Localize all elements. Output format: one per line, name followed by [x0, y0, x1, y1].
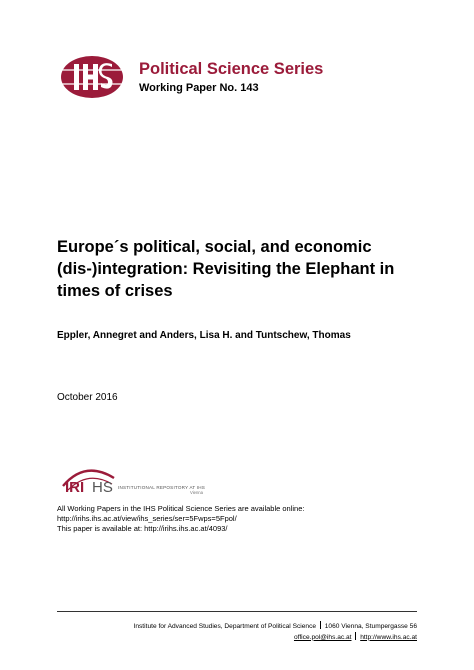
publication-date: October 2016: [57, 392, 118, 403]
institute-address: 1060 Vienna, Stumpergasse 56: [324, 623, 417, 630]
svg-text:INSTITUTIONAL REPOSITORY AT IH: INSTITUTIONAL REPOSITORY AT IHS: [118, 485, 206, 490]
institute-name: Institute for Advanced Studies, Department of Political Science: [133, 623, 317, 630]
svg-text:IRI: IRI: [65, 479, 85, 496]
irihs-logo: [60, 462, 210, 496]
svg-text:HS: HS: [92, 479, 113, 496]
footer-divider: [57, 611, 417, 612]
availability-note: [57, 504, 305, 534]
availability-series-url[interactable]: http://irihs.ihs.ac.at/view/ihs_series/ser=5Fwps=5Fpol/: [57, 514, 237, 523]
email-link[interactable]: office.pol@ihs.ac.at: [293, 633, 352, 641]
document-title: Europe´s political, social, and economic (dis-)integration: Revisiting the Elephant in times of crises: [57, 238, 395, 300]
footer-line-1: [57, 621, 417, 632]
separator: [355, 632, 356, 640]
footer-line-2: [57, 632, 417, 643]
website-link[interactable]: http://www.ihs.ac.at: [360, 633, 417, 641]
separator: [320, 621, 321, 629]
ihs-logo: [60, 55, 124, 99]
availability-line-series: All Working Papers in the IHS Political Science Series are available online:: [57, 504, 305, 513]
footer: [57, 621, 417, 642]
series-title: Political Science Series: [139, 60, 324, 78]
authors: Eppler, Annegret and Anders, Lisa H. and Tuntschew, Thomas: [57, 330, 351, 341]
working-paper-number: Working Paper No. 143: [139, 82, 259, 94]
svg-text:Vienna: Vienna: [190, 490, 203, 495]
availability-paper-url[interactable]: This paper is available at: http://irihs.ihs.ac.at/4093/: [57, 524, 228, 533]
